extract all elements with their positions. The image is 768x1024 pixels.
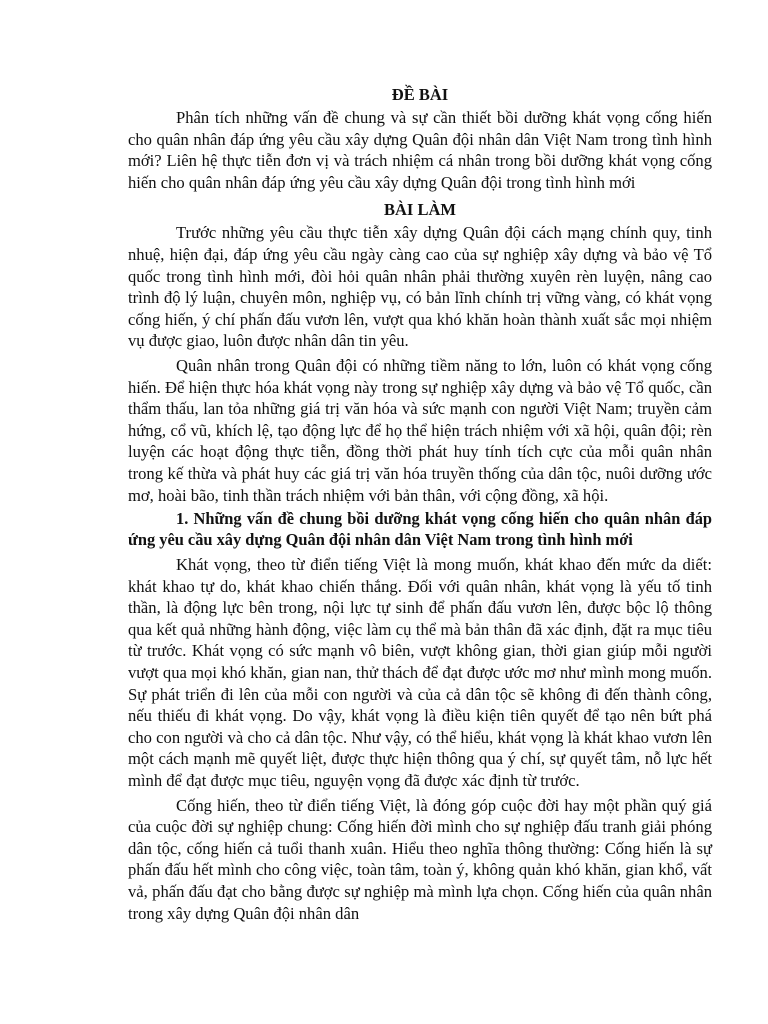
section-1-paragraph-1: Khát vọng, theo từ điển tiếng Việt là mong muốn, khát khao đến mức da diết: khát khao tự do, khát khao chiến thắng. Đối với quân nhân, khát vọng là yếu tố tinh thần, là động lực bên trong, nội lực tự sinh để phấn đấu vươn lên, được bộc lộ thông qua kết quả những hành động, việc làm cụ thể mà bản thân đã xác định, đặt ra mục tiêu từ trước. Khát vọng có sức mạnh vô biên, vượt không gian, thời gian giúp mỗi người vượt qua mọi khó khăn, gian nan, thử thách để đạt được ước mơ như mình mong muốn. Sự phát triển đi lên của mỗi con người và của cả dân tộc sẽ không đi đến thành công, nếu thiếu đi khát vọng. Do vậy, khát vọng là điều kiện tiên quyết để tạo nên bứt phá cho con người và cho cả dân tộc. Như vậy, có thể hiểu, khát vọng là khát khao vươn lên một cách mạnh mẽ quyết liệt, được thực hiện thông qua ý chí, sự quyết tâm, nỗ lực hết mình để đạt được mục tiêu, nguyện vọng đã được xác định từ trước. (128, 555, 712, 791)
bai-lam-heading: BÀI LÀM (384, 200, 456, 220)
intro-paragraph-2: Quân nhân trong Quân đội có những tiềm năng to lớn, luôn có khát vọng cống hiến. Để hiện thực hóa khát vọng này trong sự nghiệp xây dựng và bảo vệ Tổ quốc, cần thẩm thấu, lan tỏa những giá trị văn hóa và sức mạnh con người Việt Nam; truyền cảm hứng, cổ vũ, khích lệ, tạo động lực để họ thể hiện trách nhiệm với xã hội, quân đội; rèn luyện các hoạt động thực tiễn, đồng thời phát huy tính tích cực của mỗi quân nhân trong kế thừa và phát huy các giá trị văn hóa truyền thống của dân tộc, nuôi dưỡng ước mơ, hoài bão, tinh thần trách nhiệm với bản thân, với cộng đồng, xã hội. (128, 355, 712, 505)
section-1-paragraph-2: Cống hiến, theo từ điển tiếng Việt, là đóng góp cuộc đời hay một phần quý giá của cuộc đời sự nghiệp chung: Cống hiến đời mình cho sự nghiệp đấu tranh giải phóng dân tộc, cống hiến cả tuổi thanh xuân. Hiểu theo nghĩa thông thường: Cống hiến là sự phấn đấu hết mình cho công việc, toàn tâm, toàn ý, không quản khó khăn, gian khổ, vất vả, phấn đấu đạt cho bằng được sự nghiệp mà mình lựa chọn. Cống hiến của quân nhân trong xây dựng Quân đội nhân dân (128, 795, 712, 923)
document-body (128, 84, 712, 927)
assignment-prompt: Phân tích những vấn đề chung và sự cần thiết bồi dưỡng khát vọng cống hiến cho quân nhân đáp ứng yêu cầu xây dựng Quân đội nhân dân Việt Nam trong tình hình mới? Liên hệ thực tiễn đơn vị và trách nhiệm cá nhân trong bồi dưỡng khát vọng cống hiến cho quân nhân đáp ứng yêu cầu xây dựng Quân đội trong tình hình mới (128, 108, 712, 192)
intro-paragraph-1: Trước những yêu cầu thực tiễn xây dựng Quân đội cách mạng chính quy, tinh nhuệ, hiện đại, đáp ứng yêu cầu ngày càng cao của sự nghiệp xây dựng và bảo vệ Tổ quốc trong tình hình mới, đòi hỏi quân nhân phải thường xuyên rèn luyện, nâng cao trình độ lý luận, chuyên môn, nghiệp vụ, có bản lĩnh chính trị vững vàng, có khát vọng cống hiến, ý chí phấn đấu vươn lên, vượt qua khó khăn hoàn thành xuất sắc mọi nhiệm vụ được giao, luôn được nhân dân tin yêu. (128, 223, 712, 351)
de-bai-heading: ĐỀ BÀI (391, 85, 449, 104)
section-1-heading: 1. Những vấn đề chung bồi dưỡng khát vọng cống hiến cho quân nhân đáp ứng yêu cầu xây dựng Quân đội nhân dân Việt Nam trong tình hình mới (128, 509, 712, 549)
